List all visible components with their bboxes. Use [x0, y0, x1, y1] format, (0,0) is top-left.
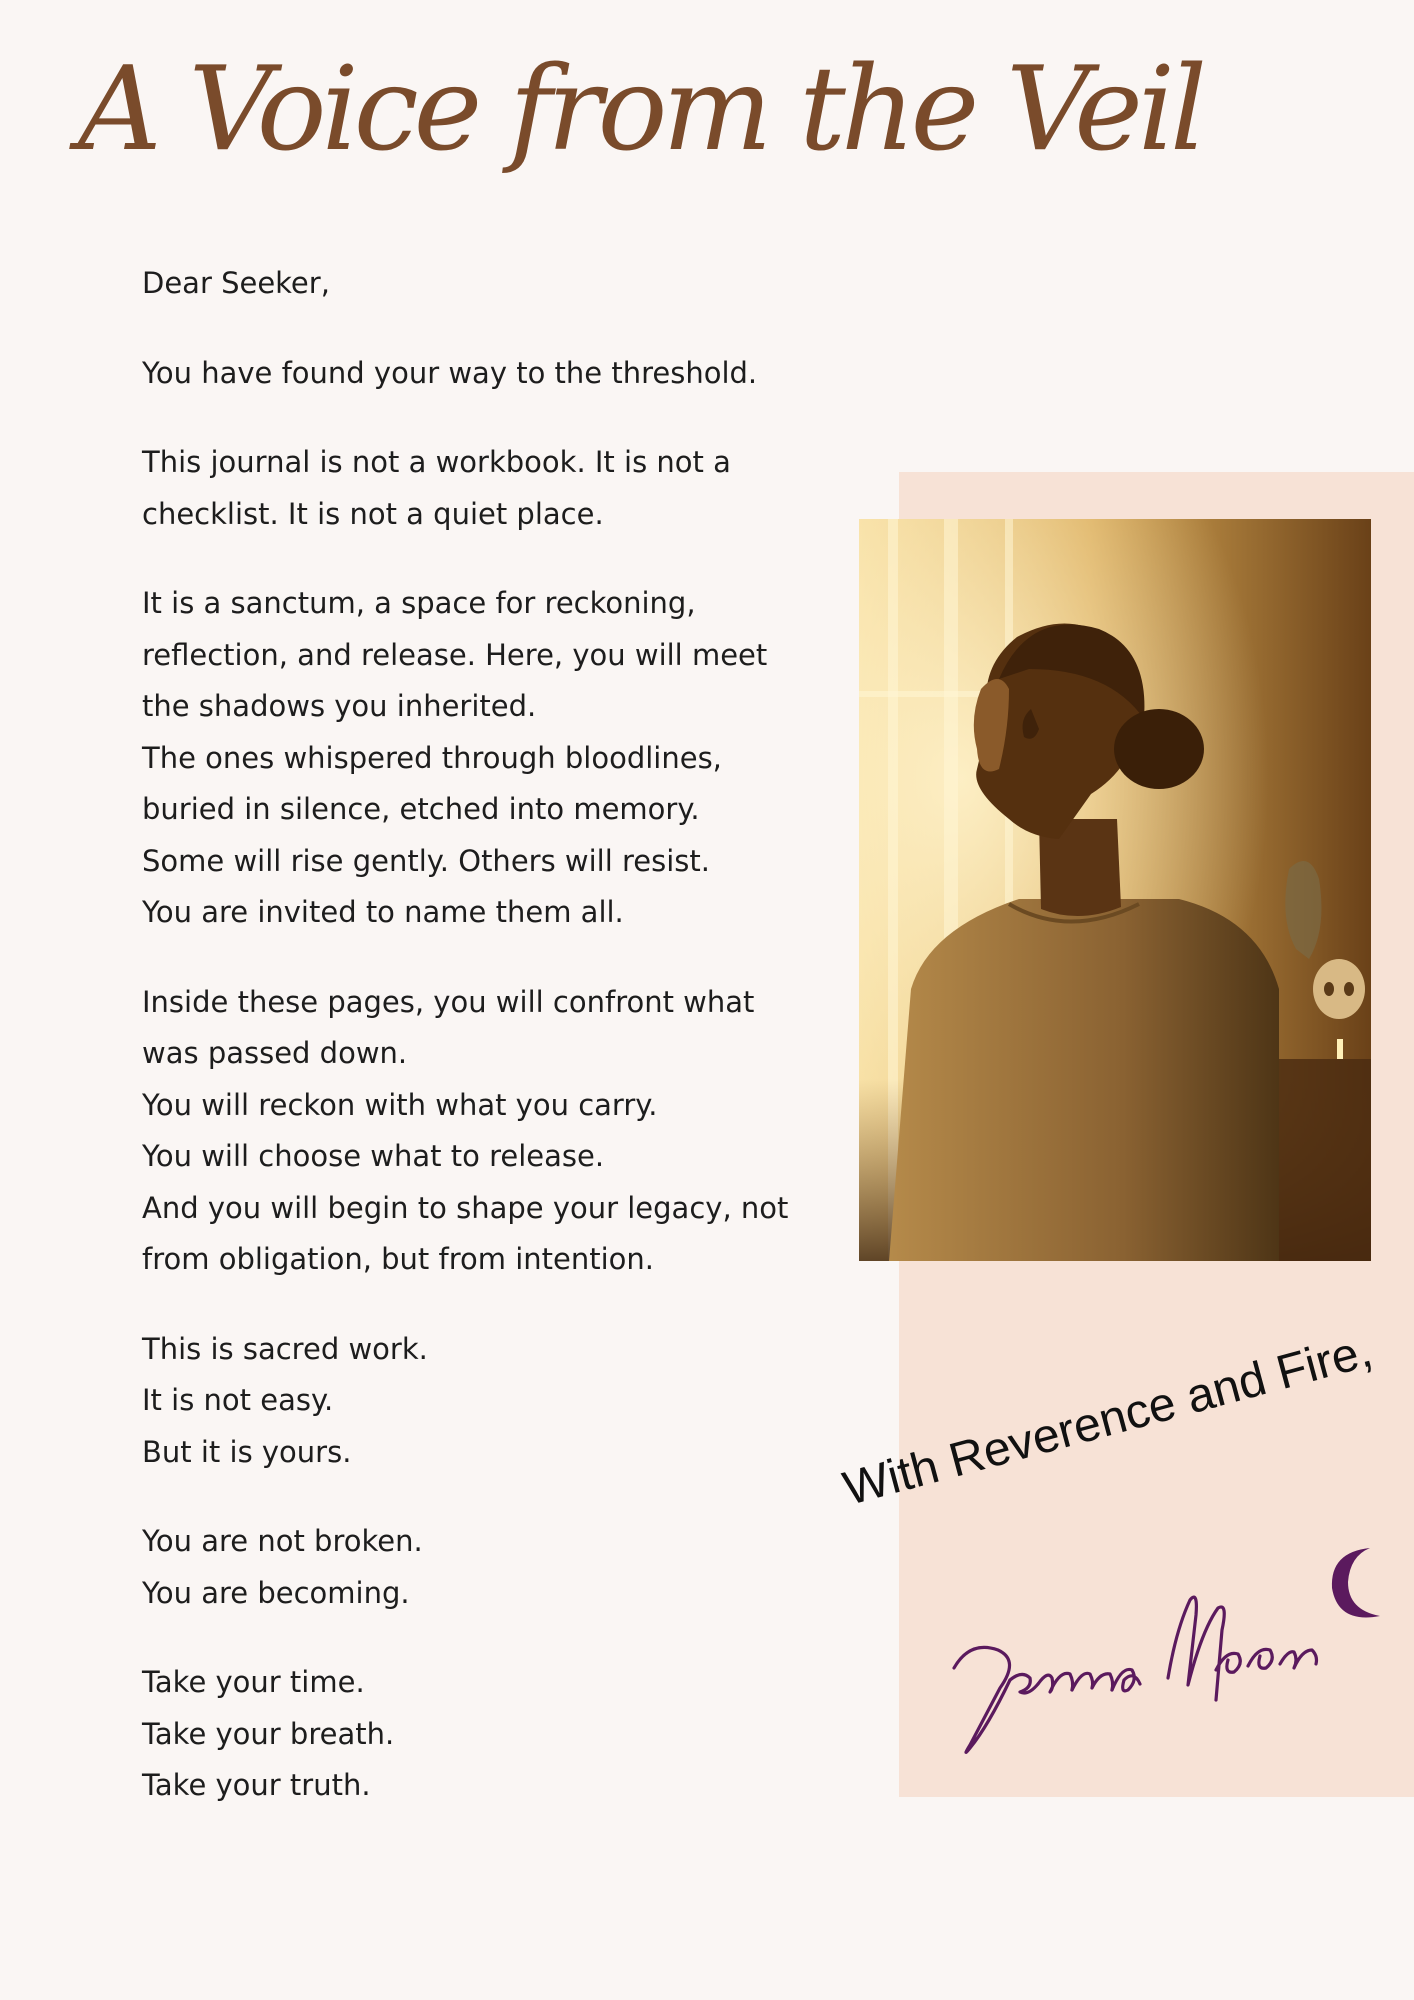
letter-line: Dear Seeker,: [142, 266, 330, 300]
portrait-illustration: [859, 519, 1371, 1261]
letter-line: Some will rise gently. Others will resist.: [142, 843, 711, 878]
letter-line: You will choose what to release.: [142, 1139, 605, 1173]
letter-line: Take your truth.: [142, 1768, 371, 1802]
letter-line: Take your breath.: [142, 1716, 395, 1751]
crescent-moon-icon: [1332, 1548, 1380, 1617]
letter-paragraph: [142, 1657, 802, 1812]
letter-line: Take your time.: [142, 1665, 365, 1699]
letter-line: This journal is not a workbook. It is not a: [142, 445, 731, 479]
letter-line: This is sacred work.: [142, 1331, 428, 1366]
letter-line: checklist. It is not a quiet place.: [142, 496, 604, 531]
letter-line: from obligation, but from intention.: [142, 1242, 655, 1276]
letter-line: You are not broken.: [142, 1524, 423, 1558]
letter-paragraph: [142, 437, 802, 540]
portrait-photo: [859, 519, 1371, 1261]
letter-line: The ones whispered through bloodlines,: [142, 740, 722, 775]
letter-paragraph: [142, 1516, 802, 1619]
letter-paragraph: [142, 348, 802, 400]
letter-line: Inside these pages, you will confront what: [142, 984, 755, 1019]
letter-line: And you will begin to shape your legacy, not: [142, 1190, 789, 1225]
letter-paragraph: [142, 977, 802, 1286]
signature: [940, 1520, 1380, 1770]
letter-line: But it is yours.: [142, 1434, 352, 1469]
closing-salutation: With Reverence and Fire,: [838, 1323, 1378, 1517]
letter-line: the shadows you inherited.: [142, 689, 537, 723]
page-title: A Voice from the Veil: [78, 42, 1203, 177]
letter-paragraph: [142, 258, 802, 310]
letter-line: You are becoming.: [142, 1575, 410, 1610]
letter-line: buried in silence, etched into memory.: [142, 792, 700, 826]
letter-line: It is a sanctum, a space for reckoning,: [142, 586, 696, 620]
letter-paragraph: [142, 1324, 802, 1479]
letter-line: reflection, and release. Here, you will meet: [142, 637, 768, 672]
letter-line: You will reckon with what you carry.: [142, 1087, 658, 1122]
letter-line: It is not easy.: [142, 1383, 334, 1417]
letter-body: [142, 258, 802, 1850]
letter-line: was passed down.: [142, 1036, 408, 1070]
letter-line: You are invited to name them all.: [142, 895, 624, 929]
letter-line: You have found your way to the threshold.: [142, 355, 758, 390]
letter-paragraph: [142, 578, 802, 939]
